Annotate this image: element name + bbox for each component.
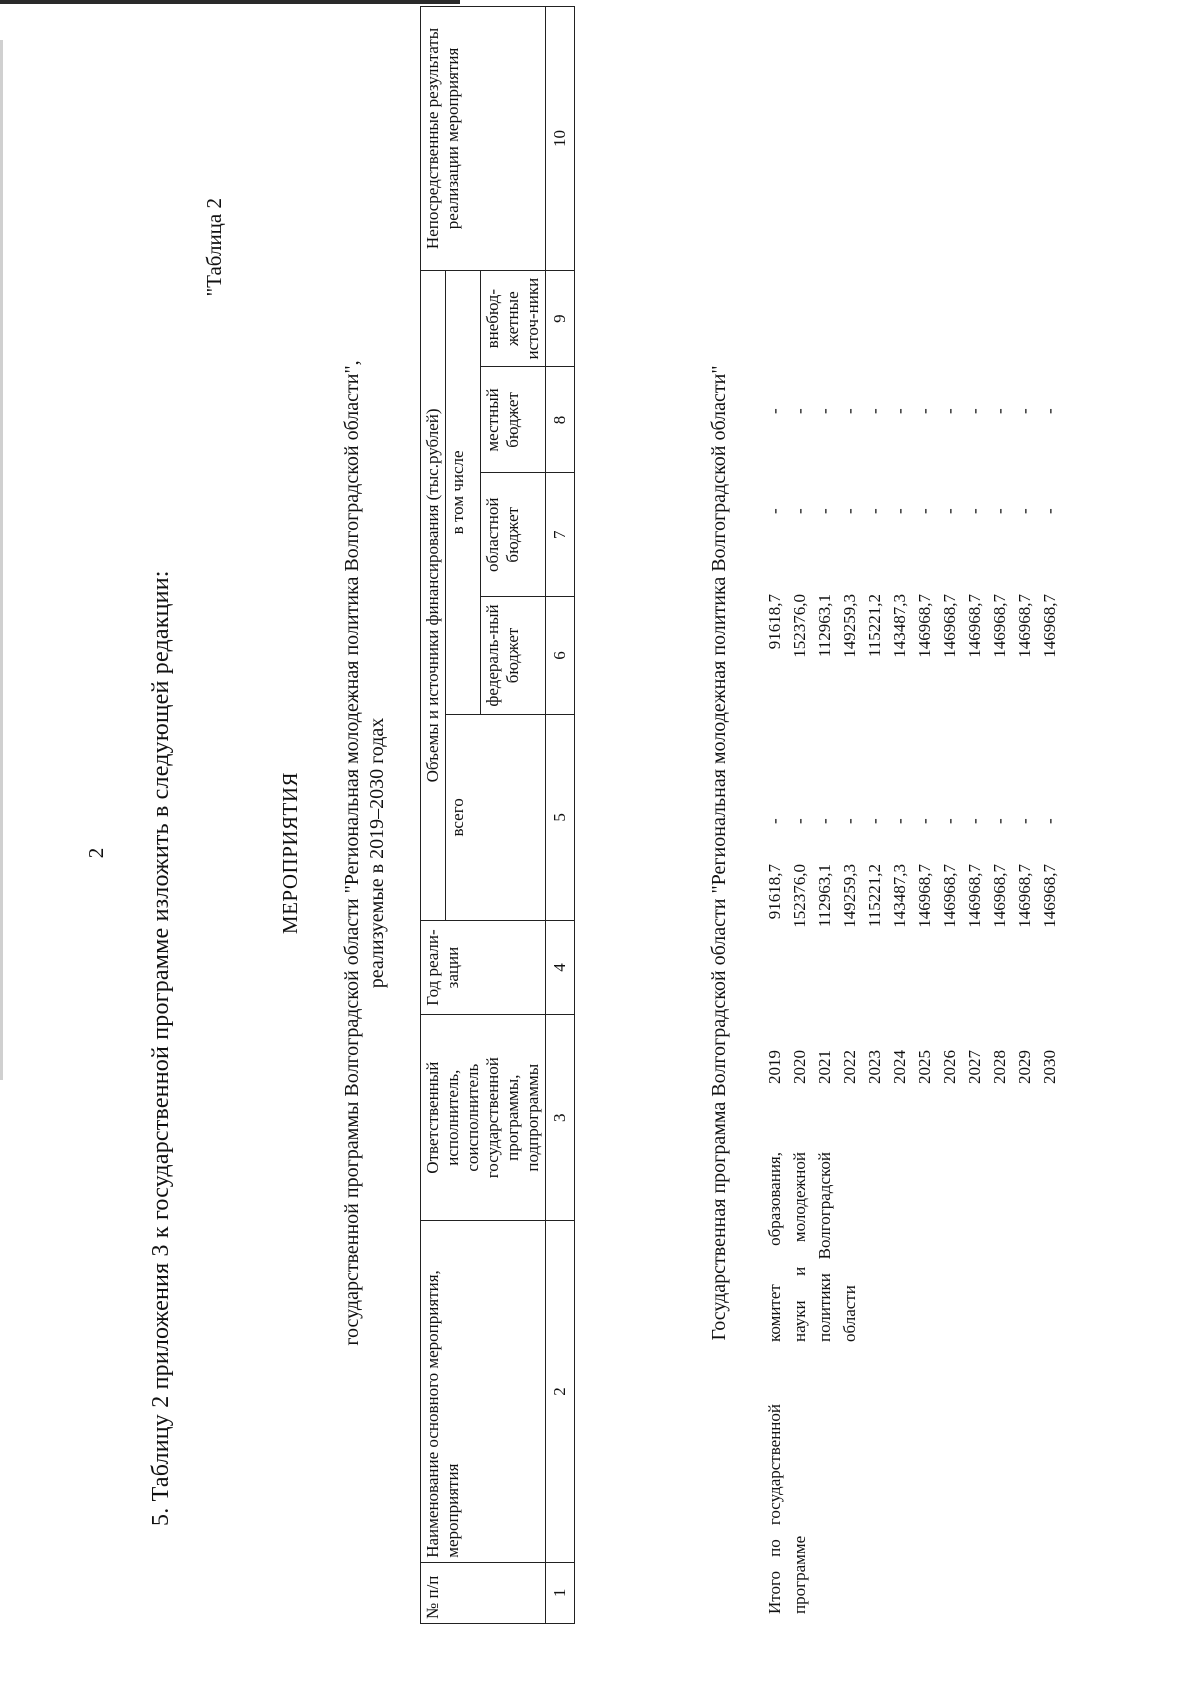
total-cell: 146968,7 <box>990 864 1009 928</box>
federal-cell: - <box>815 818 834 824</box>
extrabudget-cell: - <box>1040 408 1059 414</box>
col-number-1: 1 <box>546 1562 575 1623</box>
local-cell: - <box>1015 508 1034 514</box>
year-column <box>762 1024 1062 1084</box>
local-cell: - <box>890 508 909 514</box>
col-number-9: 9 <box>546 270 575 367</box>
extrabudget-cell: - <box>1015 408 1034 414</box>
federal-cell: - <box>865 818 884 824</box>
federal-cell: - <box>915 818 934 824</box>
year-cell: 2024 <box>890 1050 909 1084</box>
document-subheading <box>340 0 390 1706</box>
year-cell: 2022 <box>840 1050 859 1084</box>
total-cell: 115221,2 <box>865 864 884 928</box>
local-column <box>762 484 1062 514</box>
total-cell: 152376,0 <box>790 864 809 928</box>
total-cell: 146968,7 <box>915 864 934 928</box>
header-financing: Объемы и источники финансирования (тыс.рублей) <box>421 270 446 920</box>
federal-cell: - <box>790 818 809 824</box>
year-cell: 2029 <box>1015 1050 1034 1084</box>
extrabudget-column <box>762 384 1062 414</box>
subheading-line-1: государственной программы Волгоградской области "Региональная молодежная политика Волгоградской области", <box>341 360 363 1346</box>
col-number-7: 7 <box>546 473 575 597</box>
year-cell: 2021 <box>815 1050 834 1084</box>
col-number-5: 5 <box>546 714 575 920</box>
regional-cell: 146968,7 <box>940 594 959 658</box>
regional-column <box>762 594 1062 734</box>
header-including: в том числе <box>446 270 481 714</box>
regional-cell: 146968,7 <box>965 594 984 658</box>
measures-table <box>420 6 575 1624</box>
col-number-2: 2 <box>546 1221 575 1563</box>
col-number-4: 4 <box>546 920 575 1014</box>
regional-cell: 112963,1 <box>815 594 834 658</box>
federal-cell: - <box>990 818 1009 824</box>
header-extrabudget: внебюд-жетные источ-ники <box>481 270 546 367</box>
federal-cell: - <box>1040 818 1059 824</box>
extrabudget-cell: - <box>840 408 859 414</box>
extrabudget-cell: - <box>915 408 934 414</box>
regional-cell: 146968,7 <box>990 594 1009 658</box>
header-responsible: Ответственный исполнитель, соисполнитель государственной программы, подпрограммы <box>421 1015 546 1221</box>
header-total: всего <box>446 714 546 920</box>
local-cell: - <box>965 508 984 514</box>
local-cell: - <box>815 508 834 514</box>
extrabudget-cell: - <box>940 408 959 414</box>
col-number-10: 10 <box>546 7 575 271</box>
regional-cell: 146968,7 <box>1040 594 1059 658</box>
header-name: Наименование основного мероприятия, мероприятия <box>421 1221 546 1563</box>
col-number-3: 3 <box>546 1015 575 1221</box>
regional-cell: 146968,7 <box>915 594 934 658</box>
year-cell: 2027 <box>965 1050 984 1084</box>
regional-cell: 149259,3 <box>840 594 859 658</box>
local-cell: - <box>865 508 884 514</box>
extrabudget-cell: - <box>965 408 984 414</box>
header-year: Год реали-зации <box>421 920 546 1014</box>
federal-cell: - <box>940 818 959 824</box>
federal-cell: - <box>890 818 909 824</box>
total-cell: 146968,7 <box>1015 864 1034 928</box>
federal-cell: - <box>965 818 984 824</box>
subheading-line-2: реализуемые в 2019–2030 годах <box>366 717 388 989</box>
local-cell: - <box>915 508 934 514</box>
year-cell: 2030 <box>1040 1050 1059 1084</box>
col-number-8: 8 <box>546 367 575 473</box>
total-cell: 146968,7 <box>965 864 984 928</box>
page-number: 2 <box>84 847 108 859</box>
document-heading: МЕРОПРИЯТИЯ <box>278 771 302 935</box>
total-column <box>762 864 1062 1004</box>
total-cell: 146968,7 <box>1040 864 1059 928</box>
intro-text: 5. Таблицу 2 приложения 3 к государственной программе изложить в следующей редакции: <box>148 570 174 1526</box>
local-cell: - <box>765 508 784 514</box>
year-cell: 2020 <box>790 1050 809 1084</box>
total-cell: 149259,3 <box>840 864 859 928</box>
local-cell: - <box>990 508 1009 514</box>
header-local: местный бюджет <box>481 367 546 473</box>
federal-column <box>762 794 1062 824</box>
extrabudget-cell: - <box>865 408 884 414</box>
local-cell: - <box>940 508 959 514</box>
extrabudget-cell: - <box>765 408 784 414</box>
header-federal: федераль-ный бюджет <box>481 597 546 715</box>
header-results: Непосредственные результаты реализации мероприятия <box>421 7 546 271</box>
federal-cell: - <box>765 818 784 824</box>
extrabudget-cell: - <box>890 408 909 414</box>
total-cell: 146968,7 <box>940 864 959 928</box>
total-cell: 112963,1 <box>815 864 834 928</box>
summary-responsible: комитет образования, науки и молодежной политики Волгоградской области <box>765 1152 859 1342</box>
summary-name: Итого по государственной программе <box>765 1404 809 1614</box>
regional-cell: 146968,7 <box>1015 594 1034 658</box>
extrabudget-cell: - <box>990 408 1009 414</box>
local-cell: - <box>840 508 859 514</box>
header-num: № п/п <box>421 1562 546 1623</box>
regional-cell: 91618,7 <box>765 594 784 650</box>
extrabudget-cell: - <box>815 408 834 414</box>
table-label: "Таблица 2 <box>202 198 226 297</box>
federal-cell: - <box>840 818 859 824</box>
total-cell: 143487,3 <box>890 864 909 928</box>
regional-cell: 143487,3 <box>890 594 909 658</box>
col-number-6: 6 <box>546 597 575 715</box>
header-regional: областной бюджет <box>481 473 546 597</box>
regional-cell: 152376,0 <box>790 594 809 658</box>
year-cell: 2019 <box>765 1050 784 1084</box>
program-title: Государственная программа Волгоградской области "Региональная молодежная политика Волгоградской области" <box>708 365 730 1341</box>
local-cell: - <box>1040 508 1059 514</box>
year-cell: 2026 <box>940 1050 959 1084</box>
year-cell: 2023 <box>865 1050 884 1084</box>
year-cell: 2025 <box>915 1050 934 1084</box>
regional-cell: 115221,2 <box>865 594 884 658</box>
total-cell: 91618,7 <box>765 864 784 920</box>
federal-cell: - <box>1015 818 1034 824</box>
local-cell: - <box>790 508 809 514</box>
year-cell: 2028 <box>990 1050 1009 1084</box>
extrabudget-cell: - <box>790 408 809 414</box>
